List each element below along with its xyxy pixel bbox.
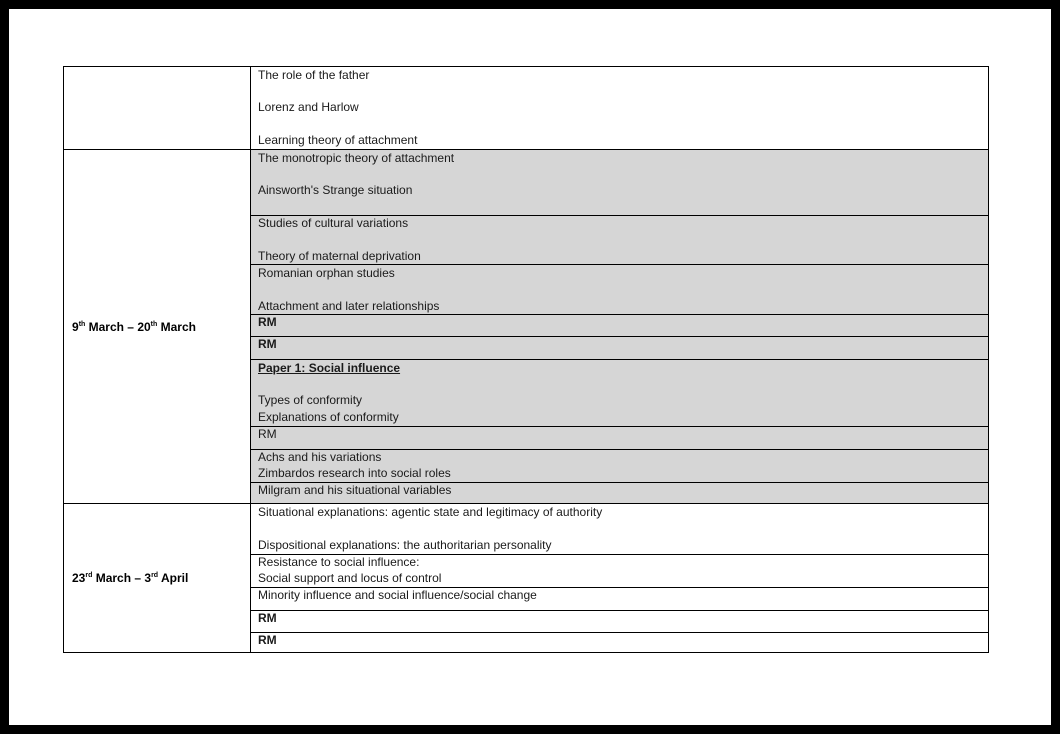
section-heading: Paper 1: Social influence	[258, 361, 401, 375]
topic-line: Learning theory of attachment	[258, 133, 418, 147]
topic-line: Types of conformity	[258, 393, 363, 407]
topic-line: Attachment and later relationships	[258, 299, 440, 313]
topic-line: Theory of maternal deprivation	[258, 249, 421, 263]
revision-marker: RM	[258, 633, 277, 647]
topic-line: Romanian orphan studies	[258, 266, 395, 280]
topic-line: The role of the father	[258, 68, 370, 82]
schedule-table	[63, 66, 989, 653]
topic-line: Lorenz and Harlow	[258, 100, 359, 114]
revision-marker: RM	[258, 427, 277, 441]
topic-line: Ainsworth's Strange situation	[258, 183, 413, 197]
topic-cell	[251, 264, 988, 314]
topic-cell	[251, 426, 988, 449]
table-row	[64, 149, 988, 503]
date-cell	[64, 504, 251, 652]
topic-cell	[251, 314, 988, 336]
revision-marker: RM	[258, 315, 277, 329]
topic-cell	[251, 336, 988, 359]
date-range: 23rd March – 3rd April	[72, 571, 189, 585]
topic-cell	[251, 482, 988, 504]
document-page	[9, 9, 1051, 725]
topic-line: Dispositional explanations: the authoritarian personality	[258, 538, 552, 552]
topic-line: Situational explanations: agentic state and legitimacy of authority	[258, 505, 603, 519]
topic-cell	[251, 150, 988, 215]
topic-line: Achs and his variations	[258, 450, 382, 464]
topic-cell	[251, 67, 988, 149]
revision-marker: RM	[258, 337, 277, 351]
topic-cell	[251, 504, 988, 554]
topic-line: Zimbardos research into social roles	[258, 466, 451, 480]
topic-line: Minority influence and social influence/social change	[258, 588, 537, 602]
revision-marker: RM	[258, 611, 277, 625]
topic-cell	[251, 359, 988, 426]
topic-cell	[251, 554, 988, 587]
topic-cell	[251, 632, 988, 653]
topic-cell	[251, 449, 988, 482]
date-cell	[64, 150, 251, 503]
topic-cell	[251, 610, 988, 632]
topic-cell	[251, 587, 988, 610]
date-range: 9th March – 20th March	[72, 319, 196, 334]
table-row	[64, 67, 988, 149]
topic-line: Studies of cultural variations	[258, 216, 409, 230]
topic-line: The monotropic theory of attachment	[258, 151, 455, 165]
table-row	[64, 503, 988, 652]
date-cell	[64, 67, 251, 149]
topic-line: Social support and locus of control	[258, 571, 442, 585]
topic-line: Resistance to social influence:	[258, 555, 420, 569]
topic-line: Milgram and his situational variables	[258, 483, 452, 497]
topic-line: Explanations of conformity	[258, 410, 399, 424]
topic-cell	[251, 215, 988, 264]
